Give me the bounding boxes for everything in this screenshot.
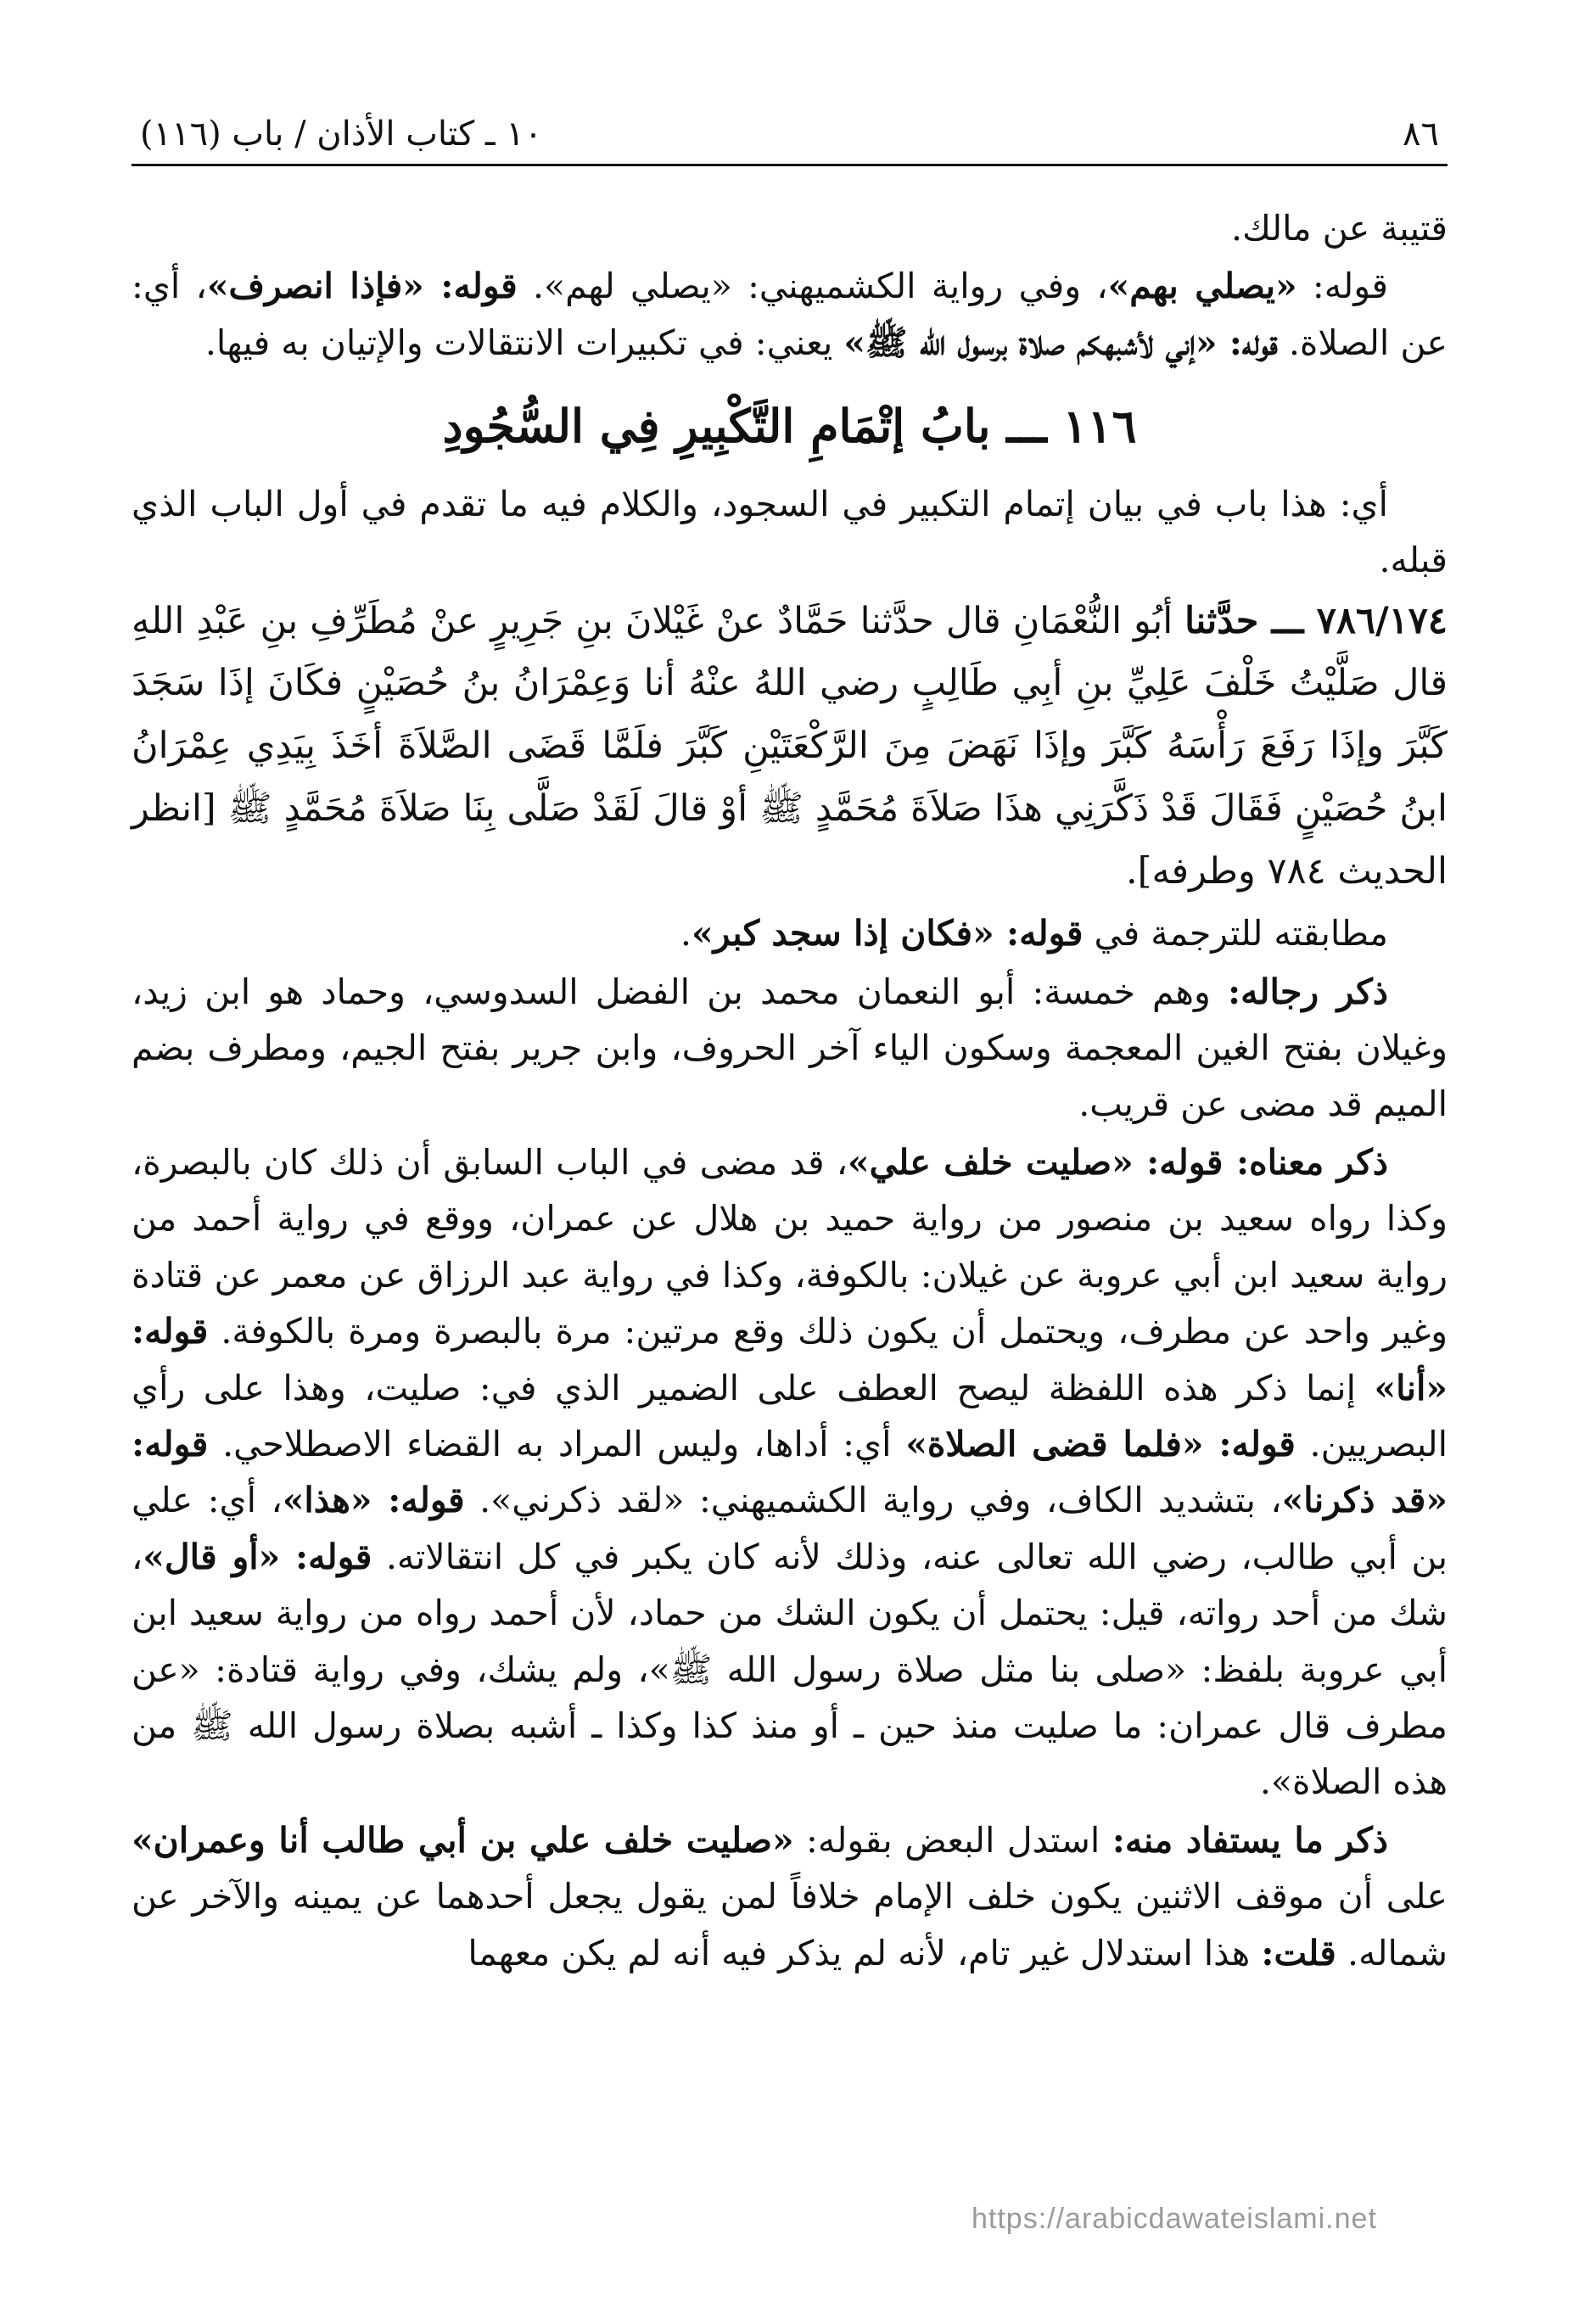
running-title: ١٠ ـ كتاب الأذان / باب (١١٦) [140, 115, 543, 154]
text-run: ، أي: عن الصلاة. [132, 266, 1448, 363]
paragraph [132, 905, 1448, 961]
paragraph [132, 1812, 1448, 1981]
bold-text-run: قوله: «قد ذكرنا» [132, 1423, 1448, 1521]
bold-text-run: «صليت خلف علي بن أبي طالب أنا وعمران» [132, 1819, 794, 1861]
paragraph [132, 258, 1448, 371]
text-run: هذا استدلال غير تام، لأنه لم يذكر فيه أنه لم يكن معهما [468, 1932, 1262, 1973]
paragraph [132, 476, 1448, 589]
text-run: مطابقته للترجمة في [1083, 913, 1388, 955]
text-run: وهم خمسة: أبو النعمان محمد بن الفضل السدوسي، وحماد هو ابن زيد، وغيلان بفتح الغين المعجمة وسكون الياء آخر الحروف، وابن جرير بفتح الجيم، ومطرف بضم الميم قد مضى عن قريب. [132, 971, 1448, 1125]
watermark-url: https://arabicdawateislami.net [972, 2203, 1377, 2235]
text-run: قوله: [1296, 266, 1388, 307]
bold-text-run: قوله: «فكان إذا سجد كبر» [691, 913, 1084, 955]
chapter-heading: ١١٦ ـــ بابُ إتْمَامِ التَّكْبِيرِ فِي السُّجُودِ [442, 399, 1137, 454]
bold-text-run: قلت: [1261, 1932, 1336, 1973]
text-run: يعني: في تكبيرات الانتقالات والإتيان به فيها. [204, 322, 844, 363]
text-run: قتيبة عن مالك. [1231, 208, 1448, 249]
bold-text-run: قوله: «فإذا انصرف» [206, 266, 518, 307]
running-header [132, 115, 1448, 166]
hadith-text [132, 591, 1448, 904]
text-run: أي: هذا باب في بيان إتمام التكبير في السجود، والكلام فيه ما تقدم في أول الباب الذي قبله. [132, 483, 1448, 581]
bold-text-run: قوله: «أنا» [132, 1311, 1448, 1408]
bold-text-run: قوله: «أو قال» [143, 1536, 372, 1577]
paragraph [132, 964, 1448, 1133]
text-run: استدل البعض بقوله: [793, 1819, 1112, 1861]
bold-text-run: ٧٨٦/١٧٤ ـــ حدَّثنا [1184, 599, 1448, 642]
bold-text-run: ذكر رجاله: [1227, 971, 1388, 1012]
text-run: ، وفي رواية الكشميهني: «يصلي لهم». [517, 266, 1108, 307]
page-number: ٨٦ [1403, 115, 1439, 154]
bold-text-run: ذكر معناه: قوله: «صليت خلف علي» [848, 1141, 1388, 1183]
bold-text-run: «يصلي بهم» [1107, 266, 1297, 307]
bold-text-run: قوله: «إني لأشبهكم صلاة برسول الله ﷺ» [843, 322, 1278, 363]
text-run: على أن موقف الاثنين يكون خلف الإمام خلافاً لمن يقول يجعل أحدهما عن يمينه والآخر عن شماله. [132, 1876, 1448, 1973]
page-body [132, 200, 1448, 1981]
text-run: . [680, 913, 692, 955]
text-run: ، قد مضى في الباب السابق أن ذلك كان بالبصرة، وكذا رواه سعيد بن منصور من رواية حميد بن هلال عن عمران، ووقع في رواية أحمد من رواية سعيد ابن أبي عروبة عن غيلان: بالكوفة، وكذا في رواية عبد الرزاق عن معمر عن قتادة وغير واحد عن مطرف، ويحتمل أن يكون ذلك وقع مرتين: مرة بالبصرة ومرة بالكوفة. [132, 1141, 1448, 1352]
bold-text-run: قوله: «هذا» [282, 1480, 465, 1521]
text-run: أبُو النُّعْمَانِ قال حدَّثنا حَمَّادٌ عنْ غَيْلانَ بنِ جَرِيرٍ عنْ مُطَرِّفِ بنِ عَبْدِ اللهِ قال صَلَّيْتُ خَلْفَ عَلِيِّ بنِ أبِي طَالِبٍ رضي اللهُ عنْهُ أنا وَعِمْرَانُ بنُ حُصَيْنٍ فكَانَ إذَا سَجَدَ كَبَّرَ وإذَا رَفَعَ رَأْسَهُ كَبَّرَ وإذَا نَهَضَ مِنَ الرَّكْعَتَيْنِ كَبَّرَ فلَمَّا قَضَى الصَّلاَةَ أخَذَ بِيَدِي عِمْرَانُ ابنُ حُصَيْنٍ فَقَالَ قَدْ ذَكَّرَنِي هذَا صَلاَةَ مُحَمَّدٍ ﷺ أوْ قالَ لَقَدْ صَلَّى بِنَا صَلاَةَ مُحَمَّدٍ ﷺ [انظر الحديث ٧٨٤ وطرفه]. [132, 599, 1448, 893]
paragraph [132, 1134, 1448, 1811]
text-run: ، أي: علي بن أبي طالب، رضي الله تعالى عنه، وذلك لأنه كان يكبر في كل انتقالاته. [132, 1480, 1448, 1577]
paragraph [132, 200, 1448, 256]
text-run: ، بتشديد الكاف، وفي رواية الكشميهني: «لقد ذكرني». [464, 1480, 1282, 1521]
bold-text-run: قوله: «فلما قضى الصلاة» [905, 1423, 1296, 1464]
text-run: أي: أداها، وليس المراد به القضاء الاصطلاحي. [208, 1423, 906, 1464]
text-run: إنما ذكر هذه اللفظة ليصح العطف على الضمير الذي في: صليت، وهذا على رأي البصريين. [132, 1367, 1448, 1464]
text-run: ، شك من أحد رواته، قيل: يحتمل أن يكون الشك من حماد، لأن أحمد رواه من رواية سعيد ابن أبي عروبة بلفظ: «صلى بنا مثل صلاة رسول الله ﷺ»، ولم يشك، وفي رواية قتادة: «عن مطرف قال عمران: ما صليت منذ حين ـ أو منذ كذا وكذا ـ أشبه بصلاة رسول الله ﷺ من هذه الصلاة». [132, 1536, 1448, 1803]
bold-text-run: ذكر ما يستفاد منه: [1112, 1819, 1388, 1861]
